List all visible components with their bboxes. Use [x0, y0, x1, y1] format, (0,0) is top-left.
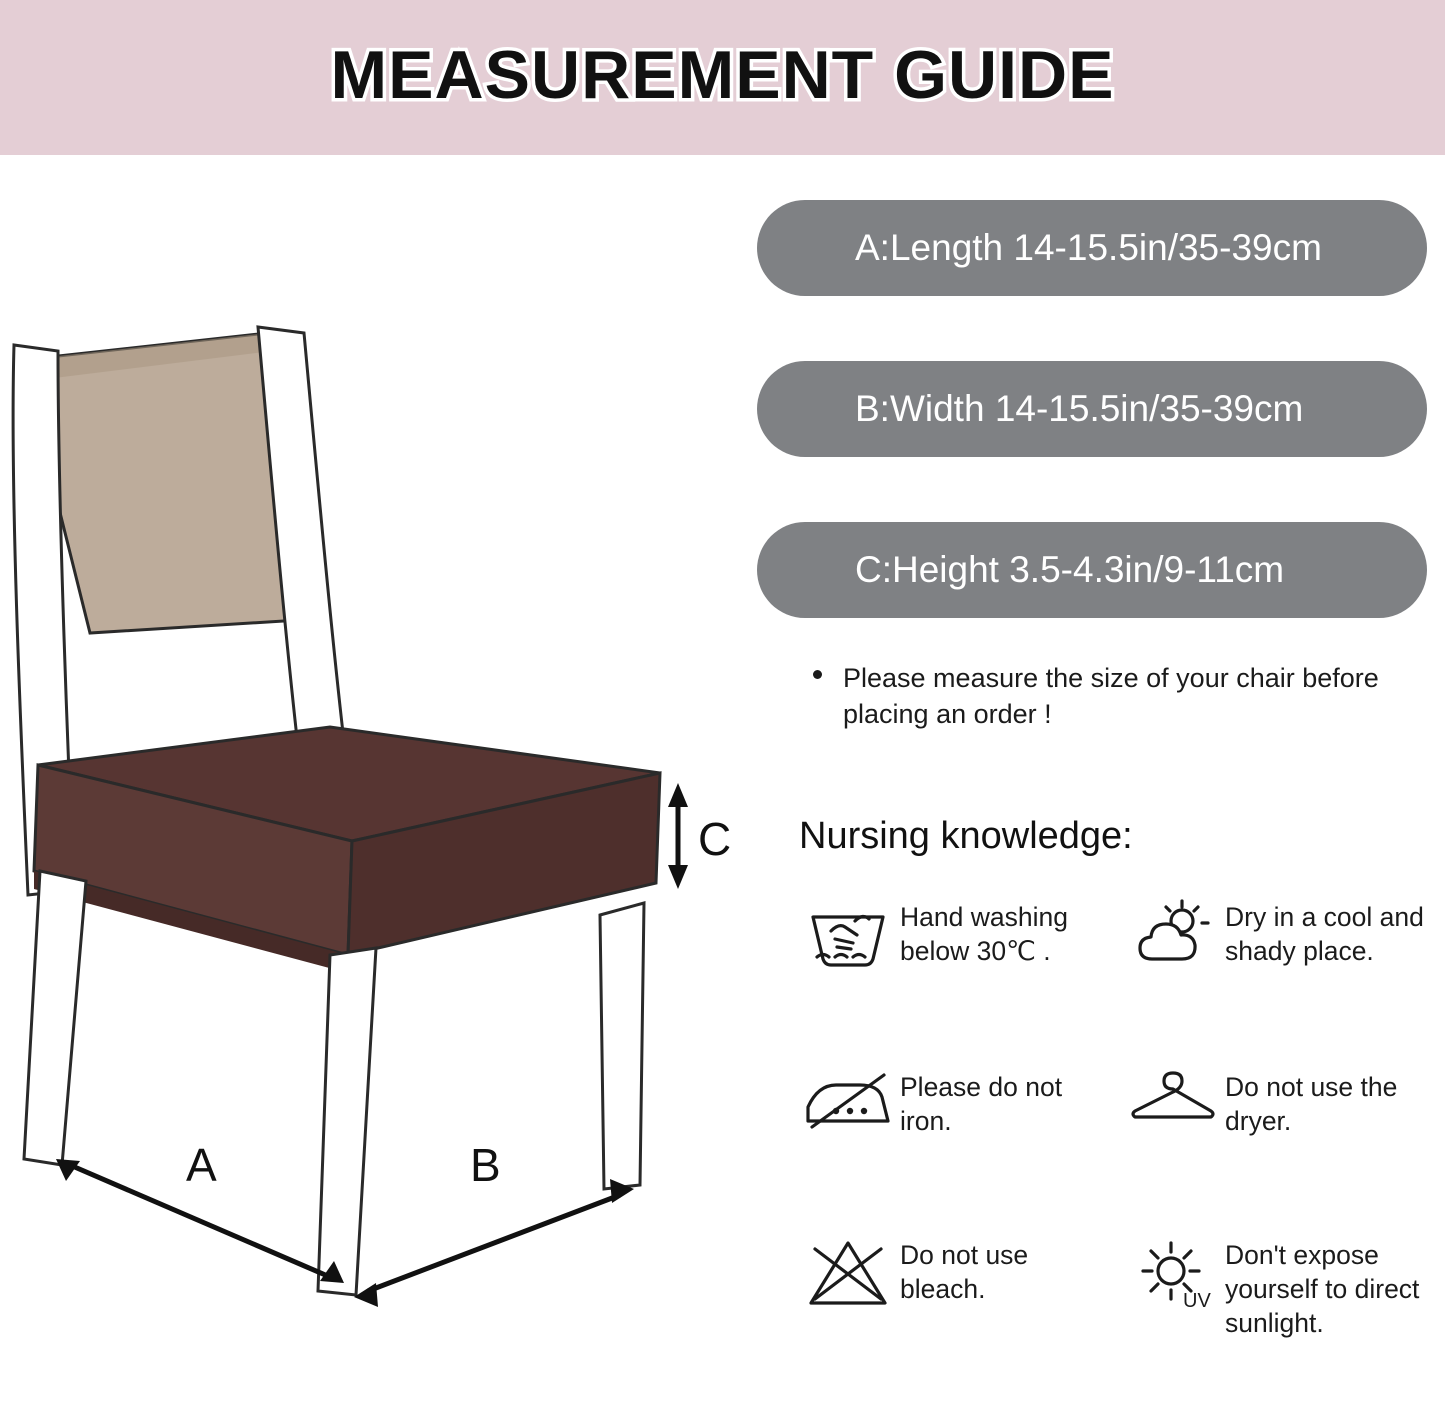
dimension-label-a: A	[186, 1139, 217, 1191]
care-row	[795, 1063, 1445, 1231]
chair-leg-front-center	[318, 948, 376, 1295]
no-dryer-hanger-icon	[1120, 1063, 1225, 1129]
dimension-label-b: B	[470, 1139, 501, 1191]
care-item-no-bleach	[795, 1231, 1120, 1401]
care-item-no-dryer	[1120, 1063, 1445, 1231]
chair-leg-front-left	[24, 871, 86, 1165]
hand-wash-icon	[795, 893, 900, 973]
dimension-label-c: C	[698, 813, 732, 865]
measurement-label-a: A:Length 14-15.5in/35-39cm	[855, 227, 1322, 268]
care-row	[795, 1231, 1445, 1401]
svg-text:UV: UV	[1182, 1290, 1211, 1312]
care-label: Do not use bleach.	[900, 1240, 1029, 1304]
dry-shade-cloud-sun-icon	[1120, 893, 1225, 973]
measurement-pill-c	[757, 522, 1427, 618]
no-bleach-triangle-icon	[795, 1231, 900, 1311]
bullet-icon	[813, 670, 822, 679]
care-item-no-sunlight	[1120, 1231, 1445, 1401]
no-direct-sunlight-uv-icon	[1120, 1231, 1225, 1315]
care-label: Hand washing below 30℃ .	[900, 902, 1068, 966]
measure-note-text: Please measure the size of your chair before placing an order !	[843, 663, 1379, 729]
arrow-head-c-top	[668, 783, 688, 807]
page-title: MEASUREMENT GUIDE	[330, 37, 1115, 113]
care-item-no-iron	[795, 1063, 1120, 1231]
info-panel	[757, 175, 1445, 1338]
chair-leg-right	[600, 903, 644, 1189]
care-instructions-grid	[795, 893, 1445, 1401]
care-label: Please do not iron.	[900, 1072, 1063, 1136]
measurement-label-c: C:Height 3.5-4.3in/9-11cm	[855, 549, 1285, 590]
care-label: Don't expose yourself to direct sunlight.	[1225, 1240, 1420, 1338]
chair-illustration	[0, 155, 760, 1330]
dimension-line-b	[368, 1195, 620, 1291]
care-label: Dry in a cool and shady place.	[1225, 902, 1424, 966]
care-label: Do not use the dryer.	[1225, 1072, 1398, 1136]
chair-diagram	[0, 155, 760, 1330]
arrow-head-c-bottom	[668, 865, 688, 889]
nursing-title: Nursing knowledge:	[799, 815, 1133, 857]
measurement-pill-a	[757, 200, 1427, 296]
care-item-dry-shade	[1120, 893, 1445, 1063]
measure-note	[805, 661, 1430, 733]
care-item-hand-wash	[795, 893, 1120, 1063]
measurement-label-b: B:Width 14-15.5in/35-39cm	[855, 388, 1304, 429]
care-row	[795, 893, 1445, 1063]
measurement-pill-b	[757, 361, 1427, 457]
no-iron-icon	[795, 1063, 900, 1133]
